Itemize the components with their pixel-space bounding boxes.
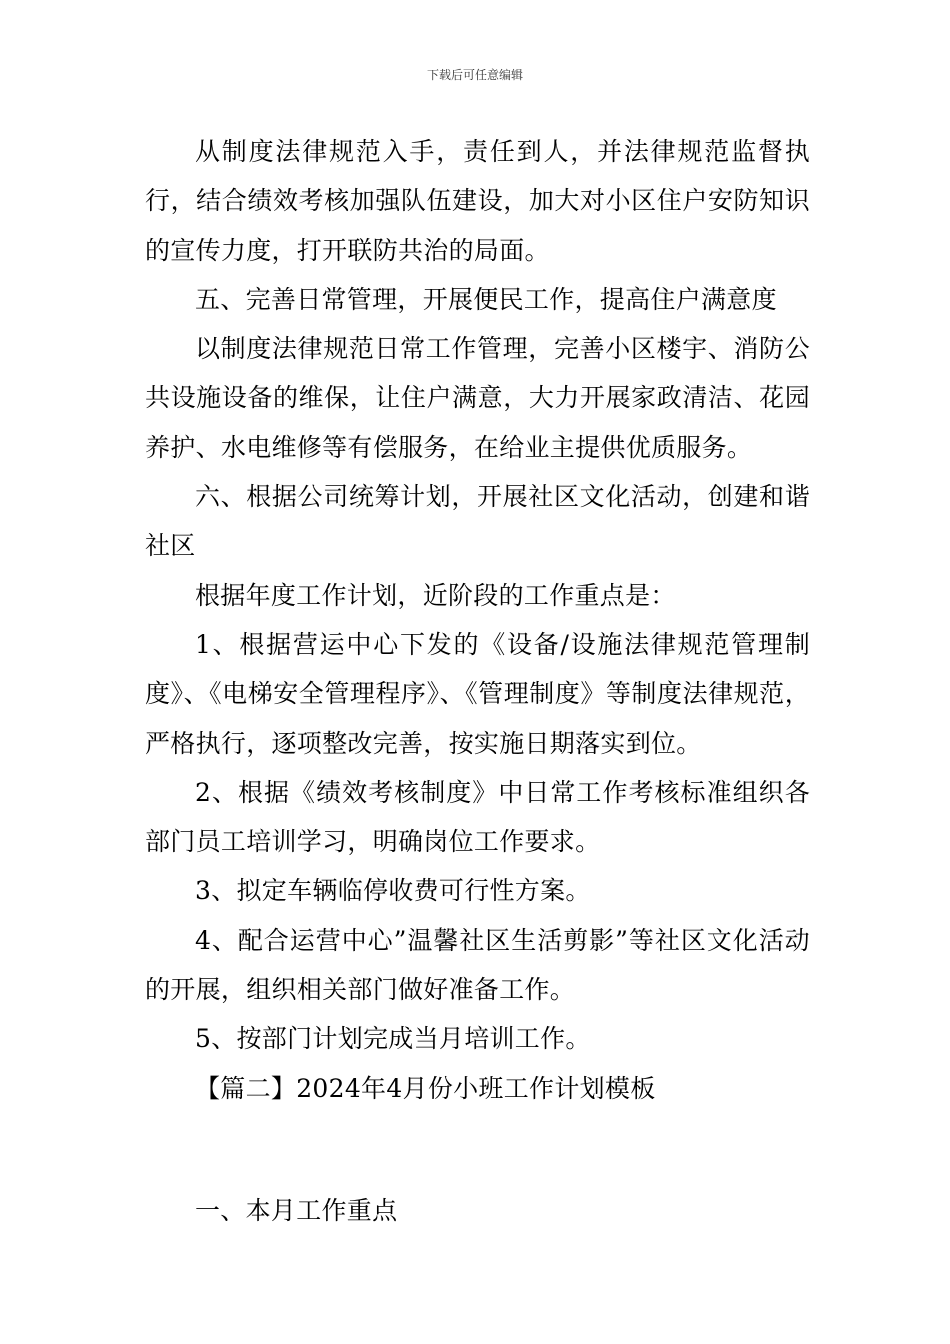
list-item: 2、根据《绩效考核制度》中日常工作考核标准组织各部门员工培训学习，明确岗位工作要求。 [145, 777, 810, 857]
paragraph: 以制度法律规范日常工作管理，完善小区楼宇、消防公共设施设备的维保，让住户满意，大力开展家政清洁、花园养护、水电维修等有偿服务，在给业主提供优质服务。 [145, 334, 810, 462]
document-body [145, 127, 810, 1235]
list-item: 1、根据营运中心下发的《设备/设施法律规范管理制度》、《电梯安全管理程序》、《管理制度》等制度法律规范，严格执行，逐项整改完善，按实施日期落实到位。 [145, 629, 810, 758]
blank-gap [145, 1113, 810, 1186]
page-header: 下载后可任意编辑 [426, 68, 523, 82]
section-heading: 六、根据公司统筹计划，开展社区文化活动，创建和谐社区 [145, 482, 810, 561]
paragraph: 根据年度工作计划，近阶段的工作重点是： [195, 580, 676, 610]
section-heading: 五、完善日常管理，开展便民工作，提高住户满意度 [195, 284, 777, 314]
section-heading: 一、本月工作重点 [195, 1195, 398, 1225]
chapter-title: 【篇二】2024年4月份小班工作计划模板 [195, 1073, 656, 1103]
list-item: 3、拟定车辆临停收费可行性方案。 [195, 876, 591, 906]
list-item: 5、按部门计划完成当月培训工作。 [195, 1024, 591, 1054]
list-item: 4、配合运营中心”温馨社区生活剪影”等社区文化活动的开展，组织相关部门做好准备工作。 [145, 925, 810, 1005]
paragraph: 从制度法律规范入手，责任到人，并法律规范监督执行，结合绩效考核加强队伍建设，加大对小区住户安防知识的宣传力度，打开联防共治的局面。 [145, 137, 810, 265]
